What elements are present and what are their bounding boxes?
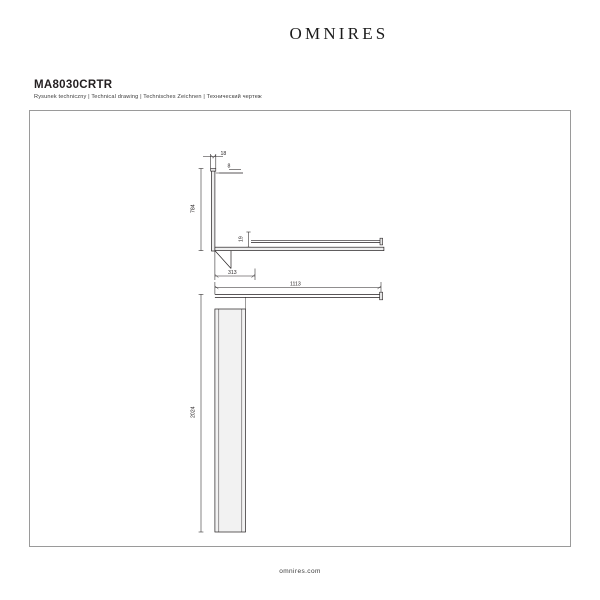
dimension-label-8: 8 — [227, 163, 231, 170]
dimension-19 — [246, 232, 250, 247]
dimension-2024 — [199, 294, 204, 532]
dimension-label-18: 18 — [220, 150, 227, 157]
dimension-784 — [199, 169, 204, 251]
top-view-panel — [215, 247, 384, 250]
front-view-support-bar — [215, 292, 383, 309]
technical-drawing — [29, 110, 571, 547]
footer-website[interactable]: omnires.com — [279, 568, 321, 575]
top-view-wall-cap — [211, 169, 216, 172]
dimension-label-784: 784 — [190, 204, 197, 213]
front-view-panel — [215, 309, 246, 532]
top-view-wall-profile — [212, 171, 215, 251]
top-view-edge-line — [215, 251, 231, 269]
dimension-8 — [216, 169, 243, 173]
dimension-label-2024: 2024 — [190, 406, 197, 418]
document-subtitle: Rysunek techniczny | Technical drawing | Technisches Zeichnen | Технический чертеж — [34, 94, 262, 100]
dimension-label-1113: 1113 — [290, 281, 301, 288]
brand-logo: OMNIRES — [289, 24, 389, 43]
dimension-label-313: 313 — [228, 270, 237, 277]
dimension-label-19: 19 — [238, 236, 245, 242]
top-view-support-bar — [251, 238, 383, 245]
product-code: MA8030CRTR — [34, 79, 113, 91]
